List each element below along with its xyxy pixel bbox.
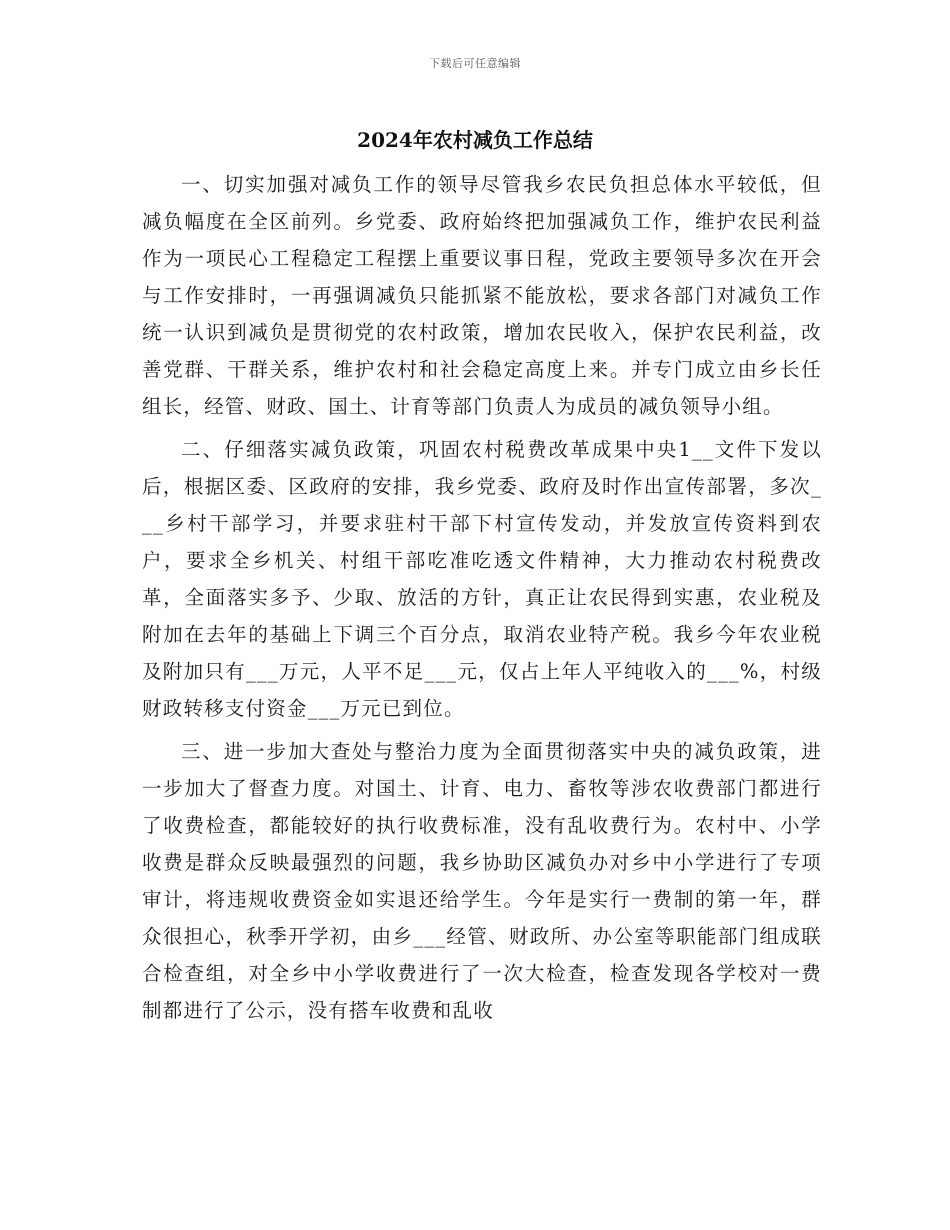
document-title: 2024年农村减负工作总结 [357,128,593,152]
header-note: 下载后可任意编辑 [429,57,521,70]
paragraph-1: 一、切实加强对减负工作的领导尽管我乡农民负担总体水平较低，但减负幅度在全区前列。乡党委、政府始终把加强减负工作，维护农民利益作为一项民心工程稳定工程摆上重要议事日程，党政主要领导多次在开会与工作安排时，一再强调减负只能抓紧不能放松，要求各部门对减负工作统一认识到减负是贯彻党的农村政策，增加农民收入，保护农民利益，改善党群、干群关系，维护农村和社会稳定高度上来。并专门成立由乡长任组长，经管、财政、国土、计育等部门负责人为成员的减负领导小组。 [142,173,822,418]
paragraph-3: 三、进一步加大查处与整治力度为全面贯彻落实中央的减负政策，进一步加大了督查力度。对国土、计育、电力、畜牧等涉农收费部门都进行了收费检查，都能较好的执行收费标准，没有乱收费行为。农村中、小学收费是群众反映最强烈的问题，我乡协助区减负办对乡中小学进行了专项审计，将违规收费资金如实退还给学生。今年是实行一费制的第一年，群众很担心，秋季开学初，由乡___经管、财政所、办公室等职能部门组成联合检查组，对全乡中小学收费进行了一次大检查，检查发现各学校对一费制都进行了公示，没有搭车收费和乱收 [142,740,822,1022]
paragraph-2: 二、仔细落实减负政策，巩固农村税费改革成果中央1__文件下发以后，根据区委、区政府的安排，我乡党委、政府及时作出宣传部署，多次___乡村干部学习，并要求驻村干部下村宣传发动，并发放宣传资料到农户，要求全乡机关、村组干部吃准吃透文件精神，大力推动农村税费改革，全面落实多予、少取、放活的方针，真正让农民得到实惠，农业税及附加在去年的基础上下调三个百分点，取消农业特产税。我乡今年农业税及附加只有___万元，人平不足___元，仅占上年人平纯收入的___%，村级财政转移支付资金___万元已到位。 [142,438,822,720]
document-body [142,166,822,1035]
